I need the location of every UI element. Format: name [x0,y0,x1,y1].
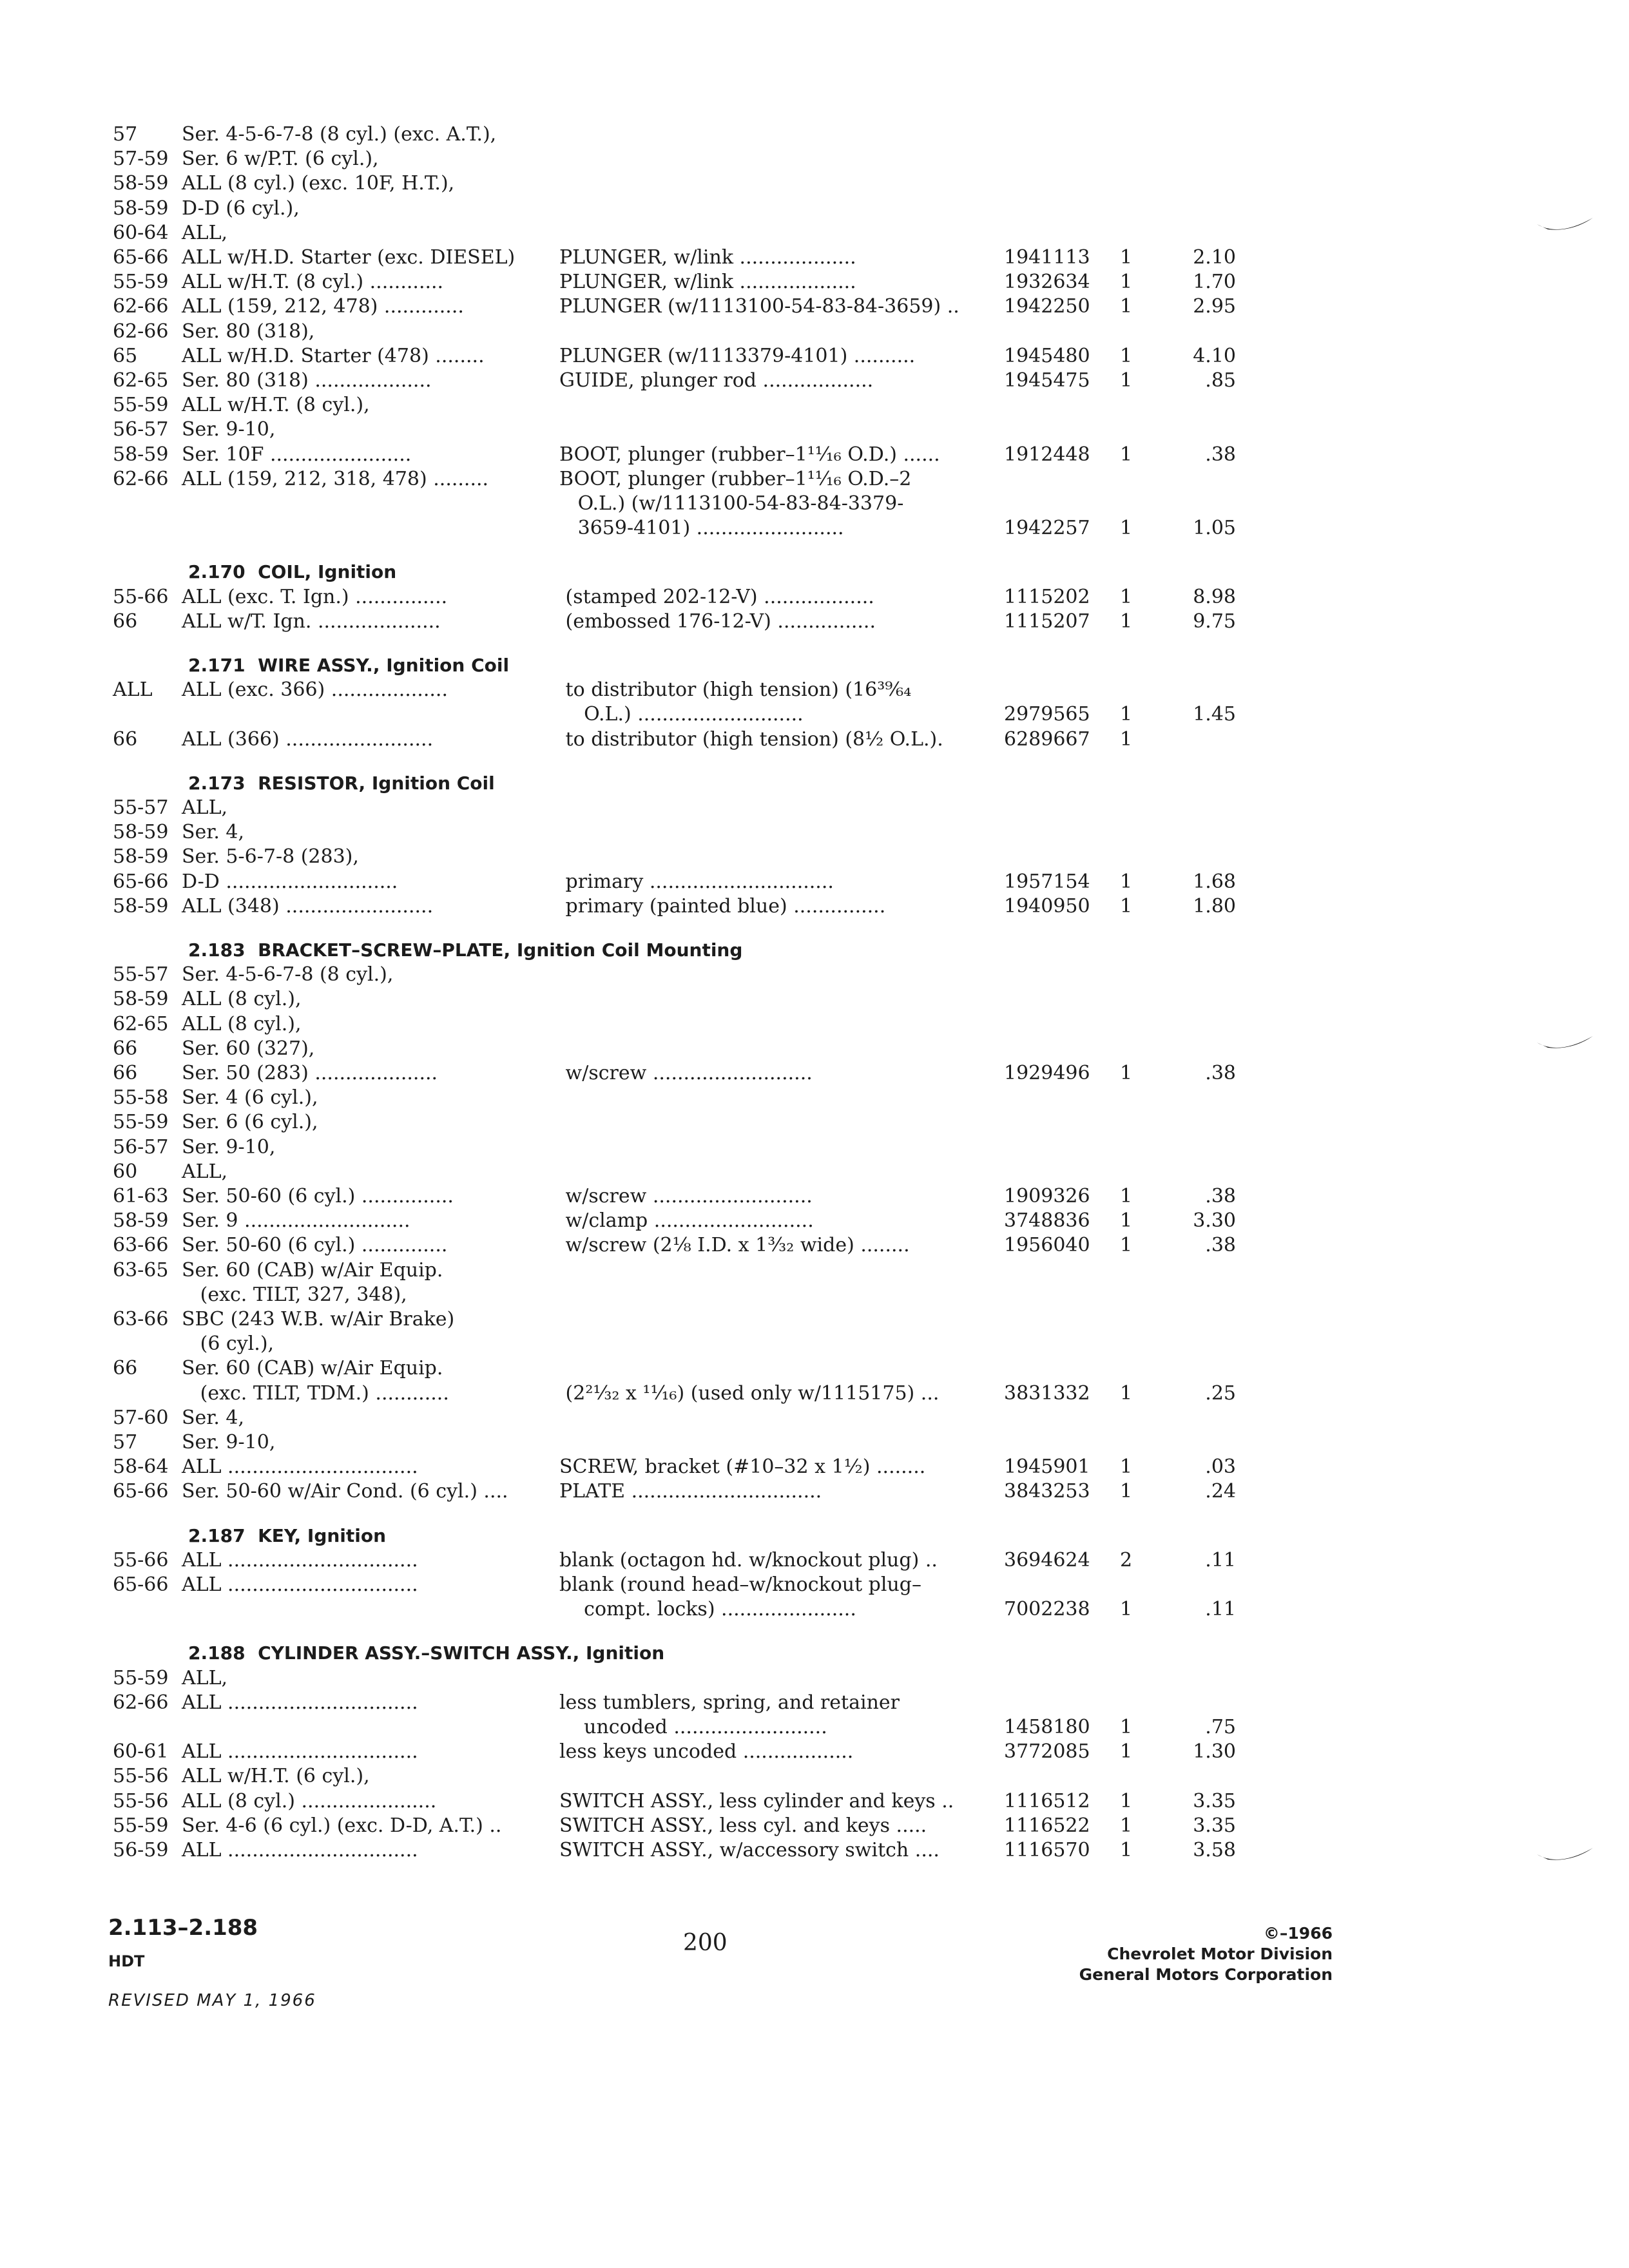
quantity-cell: 1 [1120,344,1133,367]
description-cell: blank (octagon hd. w/knockout plug) .. [559,1548,938,1571]
application-cell: ALL ............................... [182,1456,418,1479]
table-row [0,344,1629,370]
quantity-cell: 1 [1120,1839,1133,1861]
application-cell: ALL ............................... [182,1691,418,1714]
table-row [0,1597,1629,1623]
application-cell: ALL ............................... [182,1573,418,1596]
application-cell: ALL (exc. 366) ................... [182,678,448,702]
binder-hole-mark-middle [1534,1024,1598,1063]
table-row [0,870,1629,896]
application-cell: Ser. 10F ....................... [182,443,412,466]
revision-date: REVISED MAY 1, 1966 [108,1991,316,2010]
list-price-cell: .24 [1205,1480,1236,1503]
table-row [0,1479,1629,1505]
part-number-cell: 1458180 [1004,1716,1090,1738]
list-price-cell: .38 [1205,1234,1236,1257]
year-range-cell: 55-66 [113,585,169,608]
table-row [0,987,1629,1013]
year-range-cell: 62-66 [113,295,169,318]
year-range-cell: 55-59 [113,394,169,417]
year-range-cell: 58-59 [113,821,169,844]
section-range: 2.113–2.188 [108,1915,258,1941]
application-cell: Ser. 60 (CAB) w/Air Equip. [182,1357,443,1380]
application-cell: Ser. 60 (327), [182,1037,315,1060]
description-cell: compt. locks) ...................... [559,1598,856,1621]
application-cell: Ser. 4-5-6-7-8 (8 cyl.) (exc. A.T.), [182,123,497,146]
list-price-cell: 1.80 [1193,894,1236,918]
table-row [0,963,1629,988]
table-row [0,585,1629,611]
table-row [0,1430,1629,1456]
quantity-cell: 1 [1120,870,1133,893]
year-range-cell: 62-65 [113,1012,169,1035]
application-cell: D-D (6 cyl.), [182,197,300,220]
table-row [0,1332,1629,1358]
quantity-cell: 1 [1120,1740,1133,1763]
table-row [0,1814,1629,1840]
application-cell: Ser. 9-10, [182,1135,276,1158]
list-price-cell: 1.30 [1193,1740,1236,1763]
year-range-cell: 58-59 [113,988,169,1011]
part-number-cell: 1942250 [1004,295,1090,318]
part-number-cell: 1116522 [1004,1814,1090,1837]
description-cell: PLUNGER, w/link ................... [559,271,856,294]
application-cell: Ser. 4-5-6-7-8 (8 cyl.), [182,963,394,986]
year-range-cell: 62-66 [113,1691,169,1714]
application-cell: Ser. 50-60 (6 cyl.) ............... [182,1185,454,1207]
application-cell: (exc. TILT, 327, 348), [182,1283,407,1306]
part-number-cell: 1945475 [1004,369,1090,392]
application-cell: Ser. 6 (6 cyl.), [182,1111,318,1134]
application-cell: Ser. 4 (6 cyl.), [182,1086,318,1110]
quantity-cell: 1 [1120,295,1133,318]
description-cell: w/screw .......................... [559,1062,813,1084]
quantity-cell: 1 [1120,1598,1133,1621]
application-cell: ALL (8 cyl.), [182,1012,302,1035]
application-cell: Ser. 4, [182,1406,245,1429]
description-cell: BOOT, plunger (rubber–1¹¹⁄₁₆ O.D.) ...... [559,443,940,466]
quantity-cell: 1 [1120,1456,1133,1479]
table-row [0,1258,1629,1284]
description-cell: (embossed 176-12-V) ................ [559,610,876,633]
quantity-cell: 1 [1120,610,1133,633]
application-cell: ALL, [182,1160,228,1183]
description-cell: w/screw .......................... [559,1185,813,1207]
year-range-cell: 65-66 [113,1480,169,1503]
table-row [0,1086,1629,1111]
table-row [0,1381,1629,1407]
application-cell: ALL ............................... [182,1740,418,1763]
table-row [0,845,1629,870]
table-row [0,1789,1629,1815]
application-cell: ALL (348) ........................ [182,894,434,918]
year-range-cell: 62-66 [113,320,169,343]
year-range-cell: 63-65 [113,1258,169,1282]
description-cell: less tumblers, spring, and retainer [559,1691,900,1714]
table-row [0,1838,1629,1864]
list-price-cell: 8.98 [1193,585,1236,608]
quantity-cell: 1 [1120,443,1133,466]
list-price-cell: 3.35 [1193,1814,1236,1837]
list-price-cell: 4.10 [1193,344,1236,367]
year-range-cell: 55-59 [113,271,169,294]
year-range-cell: 63-66 [113,1308,169,1331]
table-row [0,1548,1629,1574]
part-number-cell: 3843253 [1004,1480,1090,1503]
description-cell: to distributor (high tension) (16³⁹⁄₆₄ [559,678,912,702]
application-cell: Ser. 50 (283) .................... [182,1062,438,1084]
list-price-cell: 9.75 [1193,610,1236,633]
application-cell: ALL (8 cyl.), [182,988,302,1011]
binder-hole-mark-bottom [1534,1836,1598,1875]
table-row [0,894,1629,920]
part-number-cell: 2979565 [1004,703,1090,726]
quantity-cell: 1 [1120,1480,1133,1503]
binder-hole-mark-top [1534,206,1598,245]
table-row [0,1691,1629,1716]
application-cell: (exc. TILT, TDM.) ............ [182,1381,449,1405]
application-cell: ALL (8 cyl.) ...................... [182,1789,437,1812]
copyright: ©–1966 [1263,1924,1333,1943]
table-row [0,245,1629,271]
year-range-cell: 55-57 [113,963,169,986]
description-cell: PLUNGER (w/1113100-54-83-84-3659) .. [559,295,959,318]
table-row [0,1012,1629,1038]
list-price-cell: 2.95 [1193,295,1236,318]
table-row [0,294,1629,320]
table-row [0,1573,1629,1599]
description-cell: primary .............................. [559,870,834,893]
table-row [0,122,1629,148]
application-cell: ALL w/T. Ign. .................... [182,610,441,633]
list-price-cell: 3.58 [1193,1839,1236,1861]
quantity-cell: 1 [1120,1381,1133,1405]
year-range-cell: 57 [113,123,138,146]
application-cell: Ser. 80 (318) ................... [182,369,432,392]
year-range-cell: 57-59 [113,148,169,171]
application-cell: Ser. 9 ........................... [182,1209,410,1233]
section-heading: 2.173 RESISTOR, Ignition Coil [188,772,495,794]
table-row [0,1233,1629,1259]
part-number-cell: 1909326 [1004,1185,1090,1207]
part-number-cell: 1956040 [1004,1234,1090,1257]
year-range-cell: 57 [113,1431,138,1454]
year-range-cell: 58-59 [113,845,169,869]
table-row [0,418,1629,443]
table-row [0,727,1629,753]
section-heading: 2.171 WIRE ASSY., Ignition Coil [188,655,510,676]
year-range-cell: 60 [113,1160,138,1183]
year-range-cell: 55-59 [113,1814,169,1837]
application-cell: Ser. 50-60 w/Air Cond. (6 cyl.) .... [182,1480,508,1503]
part-number-cell: 3748836 [1004,1209,1090,1233]
application-cell: Ser. 5-6-7-8 (283), [182,845,359,869]
part-number-cell: 1116570 [1004,1839,1090,1861]
application-cell: ALL, [182,796,228,819]
quantity-cell: 1 [1120,585,1133,608]
quantity-cell: 1 [1120,1234,1133,1257]
table-row [0,1307,1629,1333]
description-cell: w/screw (2⅛ I.D. x 1³⁄₃₂ wide) ........ [559,1234,910,1257]
quantity-cell: 1 [1120,894,1133,918]
part-number-cell: 1942257 [1004,517,1090,540]
description-cell: PLATE ............................... [559,1480,822,1503]
table-row [0,610,1629,635]
year-range-cell: 60-61 [113,1740,169,1763]
description-cell: blank (round head–w/knockout plug– [559,1573,922,1596]
quantity-cell: 1 [1120,703,1133,726]
quantity-cell: 1 [1120,369,1133,392]
application-cell: Ser. 9-10, [182,418,276,441]
part-number-cell: 1115202 [1004,585,1090,608]
description-cell: BOOT, plunger (rubber–1¹¹⁄₁₆ O.D.–2 [559,467,912,490]
application-cell: ALL (exc. T. Ign.) ............... [182,585,448,608]
part-number-cell: 1932634 [1004,271,1090,294]
list-price-cell: 1.05 [1193,517,1236,540]
description-cell: less keys uncoded .................. [559,1740,854,1763]
year-range-cell: 55-56 [113,1789,169,1812]
list-price-cell: 3.35 [1193,1789,1236,1812]
year-range-cell: 55-57 [113,796,169,819]
quantity-cell: 1 [1120,246,1133,269]
table-row [0,796,1629,822]
year-range-cell: 58-64 [113,1456,169,1479]
description-cell: (2²¹⁄₃₂ x ¹¹⁄₁₆) (used only w/1115175) ... [559,1381,940,1405]
application-cell: Ser. 9-10, [182,1431,276,1454]
year-range-cell: 56-57 [113,1135,169,1158]
quantity-cell: 1 [1120,1209,1133,1233]
part-number-cell: 3772085 [1004,1740,1090,1763]
table-row [0,1666,1629,1692]
quantity-cell: 1 [1120,1185,1133,1207]
year-range-cell: 60-64 [113,221,169,244]
year-range-cell: 55-56 [113,1765,169,1788]
quantity-cell: 1 [1120,517,1133,540]
year-range-cell: 66 [113,1062,138,1084]
year-range-cell: 63-66 [113,1234,169,1257]
application-cell: SBC (243 W.B. w/Air Brake) [182,1308,455,1331]
table-row [0,467,1629,493]
application-cell: ALL w/H.T. (6 cyl.), [182,1765,370,1788]
quantity-cell: 2 [1120,1548,1133,1571]
year-range-cell: 57-60 [113,1406,169,1429]
table-row [0,1455,1629,1481]
page-number: 200 [683,1930,728,1956]
year-range-cell: 58-59 [113,197,169,220]
year-range-cell: 55-66 [113,1548,169,1571]
part-number-cell: 1941113 [1004,246,1090,269]
part-number-cell: 1945901 [1004,1456,1090,1479]
table-row [0,678,1629,704]
year-range-cell: 55-58 [113,1086,169,1110]
year-range-cell: 55-59 [113,1111,169,1134]
description-cell: 3659-4101) ........................ [559,517,844,540]
description-cell: SWITCH ASSY., less cyl. and keys ..... [559,1814,927,1837]
part-number-cell: 1940950 [1004,894,1090,918]
year-range-cell: 58-59 [113,443,169,466]
table-row [0,443,1629,468]
table-row [0,1160,1629,1186]
corporation-name: General Motors Corporation [1079,1965,1333,1984]
description-cell: w/clamp .......................... [559,1209,814,1233]
table-row [0,1406,1629,1432]
list-price-cell: .03 [1205,1456,1236,1479]
description-cell: O.L.) ........................... [559,703,804,726]
application-cell: (6 cyl.), [182,1332,275,1356]
section-heading: 2.183 BRACKET–SCREW–PLATE, Ignition Coil Mounting [188,939,743,961]
application-cell: Ser. 4, [182,821,245,844]
application-cell: ALL (159, 212, 478) ............. [182,295,464,318]
application-cell: ALL w/H.D. Starter (478) ........ [182,344,485,367]
application-cell: ALL w/H.T. (8 cyl.), [182,394,370,417]
year-range-cell: 66 [113,610,138,633]
application-cell: ALL (8 cyl.) (exc. 10F, H.T.), [182,172,455,195]
table-row [0,1715,1629,1741]
list-price-cell: .25 [1205,1381,1236,1405]
quantity-cell: 1 [1120,271,1133,294]
year-range-cell: 56-59 [113,1839,169,1861]
table-row [0,1184,1629,1210]
list-price-cell: 1.45 [1193,703,1236,726]
table-row [0,1135,1629,1161]
table-row [0,1209,1629,1235]
year-range-cell: 58-59 [113,894,169,918]
quantity-cell: 1 [1120,1814,1133,1837]
application-cell: ALL, [182,221,228,244]
description-cell: PLUNGER, w/link ................... [559,246,856,269]
part-number-cell: 7002238 [1004,1598,1090,1621]
table-row [0,820,1629,846]
quantity-cell: 1 [1120,727,1133,751]
quantity-cell: 1 [1120,1789,1133,1812]
division-name: Chevrolet Motor Division [1107,1945,1333,1963]
part-number-cell: 1957154 [1004,870,1090,893]
application-cell: ALL ............................... [182,1839,418,1861]
part-number-cell: 3831332 [1004,1381,1090,1405]
list-price-cell: 1.68 [1193,870,1236,893]
year-range-cell: 66 [113,1357,138,1380]
table-row [0,1283,1629,1309]
section-heading: 2.170 COIL, Ignition [188,561,397,583]
part-number-cell: 1912448 [1004,443,1090,466]
table-row [0,369,1629,394]
year-range-cell: 58-59 [113,172,169,195]
application-cell: D-D ............................ [182,870,398,893]
year-range-cell: ALL [113,678,153,702]
description-cell: SWITCH ASSY., w/accessory switch .... [559,1839,940,1861]
description-cell: GUIDE, plunger rod .................. [559,369,874,392]
table-row [0,270,1629,296]
application-cell: ALL, [182,1666,228,1689]
table-row [0,516,1629,542]
application-cell: ALL (366) ........................ [182,727,434,751]
list-price-cell: .38 [1205,443,1236,466]
description-cell: SWITCH ASSY., less cylinder and keys .. [559,1789,954,1812]
application-cell: Ser. 4-6 (6 cyl.) (exc. D-D, A.T.) .. [182,1814,502,1837]
table-row [0,1110,1629,1136]
catalog-code: HDT [108,1952,145,1970]
part-number-cell: 6289667 [1004,727,1090,751]
part-number-cell: 3694624 [1004,1548,1090,1571]
application-cell: Ser. 80 (318), [182,320,315,343]
list-price-cell: 3.30 [1193,1209,1236,1233]
year-range-cell: 62-65 [113,369,169,392]
application-cell: Ser. 60 (CAB) w/Air Equip. [182,1258,443,1282]
description-cell: (stamped 202-12-V) .................. [559,585,874,608]
list-price-cell: 1.70 [1193,271,1236,294]
table-row [0,1037,1629,1062]
year-range-cell: 61-63 [113,1185,169,1207]
list-price-cell: .38 [1205,1062,1236,1084]
part-number-cell: 1115207 [1004,610,1090,633]
year-range-cell: 55-59 [113,1666,169,1689]
table-row [0,1740,1629,1765]
application-cell: Ser. 50-60 (6 cyl.) .............. [182,1234,448,1257]
list-price-cell: .11 [1205,1598,1236,1621]
list-price-cell: .85 [1205,369,1236,392]
part-number-cell: 1116512 [1004,1789,1090,1812]
description-cell: uncoded ......................... [559,1716,827,1738]
table-row [0,197,1629,222]
application-cell: ALL w/H.T. (8 cyl.) ............ [182,271,444,294]
list-price-cell: .11 [1205,1548,1236,1571]
year-range-cell: 66 [113,727,138,751]
year-range-cell: 66 [113,1037,138,1060]
part-number-cell: 1945480 [1004,344,1090,367]
year-range-cell: 62-66 [113,467,169,490]
application-cell: ALL ............................... [182,1548,418,1571]
table-row [0,147,1629,173]
section-heading: 2.187 KEY, Ignition [188,1524,387,1546]
description-cell: O.L.) (w/1113100-54-83-84-3379- [559,492,904,515]
quantity-cell: 1 [1120,1716,1133,1738]
year-range-cell: 65-66 [113,870,169,893]
table-row [0,1061,1629,1087]
section-heading: 2.188 CYLINDER ASSY.–SWITCH ASSY., Ignition [188,1642,665,1664]
table-row [0,1356,1629,1382]
list-price-cell: .75 [1205,1716,1236,1738]
table-row [0,1764,1629,1790]
table-row [0,221,1629,247]
application-cell: Ser. 6 w/P.T. (6 cyl.), [182,148,379,171]
description-cell: SCREW, bracket (#10–32 x 1½) ........ [559,1456,926,1479]
year-range-cell: 65-66 [113,246,169,269]
description-cell: PLUNGER (w/1113379-4101) .......... [559,344,916,367]
table-row [0,320,1629,345]
table-row [0,393,1629,419]
application-cell: ALL w/H.D. Starter (exc. DIESEL) [182,246,516,269]
table-row [0,171,1629,197]
year-range-cell: 65 [113,344,138,367]
description-cell: primary (painted blue) ............... [559,894,886,918]
year-range-cell: 58-59 [113,1209,169,1233]
year-range-cell: 65-66 [113,1573,169,1596]
year-range-cell: 56-57 [113,418,169,441]
description-cell: to distributor (high tension) (8½ O.L.). [559,727,943,751]
application-cell: ALL (159, 212, 318, 478) ......... [182,467,489,490]
table-row [0,492,1629,517]
list-price-cell: 2.10 [1193,246,1236,269]
quantity-cell: 1 [1120,1062,1133,1084]
table-row [0,702,1629,728]
list-price-cell: .38 [1205,1185,1236,1207]
part-number-cell: 1929496 [1004,1062,1090,1084]
